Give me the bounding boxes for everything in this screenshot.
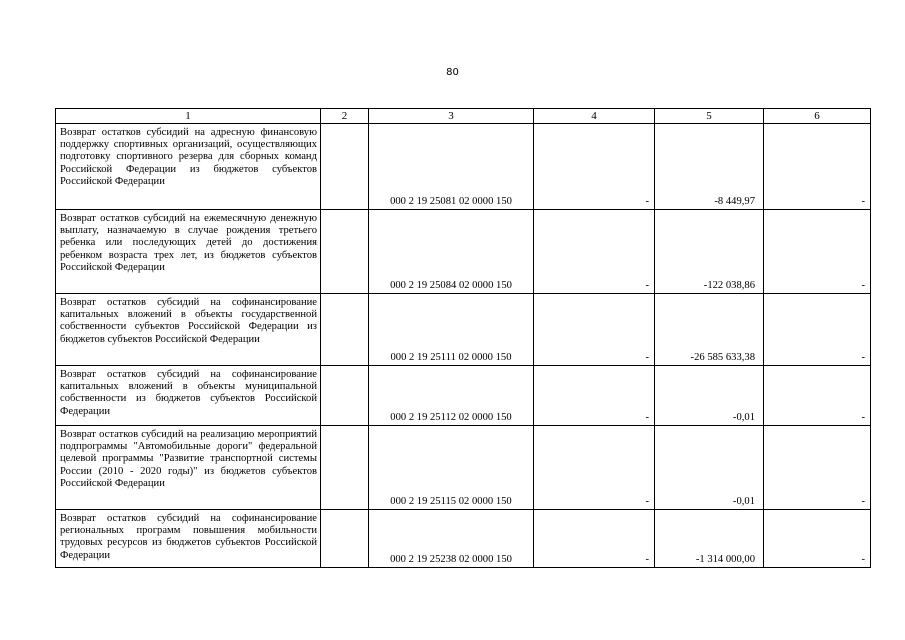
budget-table [55, 108, 871, 568]
table-row [56, 426, 871, 510]
table-row [56, 294, 871, 366]
row-description: Возврат остатков субсидий на реализацию мероприятий подпрограммы "Автомобильные дороги" федеральной целевой программы "Развитие транспортной системы России (2010 - 2020 годы)" из бюджетов субъектов Российской Федерации [56, 426, 321, 510]
row-col2 [321, 210, 369, 294]
column-header-3: 3 [369, 109, 534, 124]
row-amount: -8 449,97 [655, 124, 764, 210]
row-description: Возврат остатков субсидий на ежемесячную денежную выплату, назначаемую в случае рождения третьего ребенка или последующих детей до достижения ребенком возраста трех лет, из бюджетов субъектов Российской Федерации [56, 210, 321, 294]
row-col4: - [534, 366, 655, 426]
row-col2 [321, 510, 369, 568]
column-header-1: 1 [56, 109, 321, 124]
column-header-2: 2 [321, 109, 369, 124]
row-col2 [321, 124, 369, 210]
row-description: Возврат остатков субсидий на софинансирование капитальных вложений в объекты муниципальной собственности из бюджетов субъектов Российской Федерации [56, 366, 321, 426]
row-amount: -0,01 [655, 426, 764, 510]
row-col2 [321, 426, 369, 510]
row-code: 000 2 19 25112 02 0000 150 [369, 366, 534, 426]
table-row [56, 124, 871, 210]
row-code: 000 2 19 25115 02 0000 150 [369, 426, 534, 510]
row-col4: - [534, 426, 655, 510]
row-col2 [321, 294, 369, 366]
column-header-4: 4 [534, 109, 655, 124]
table-row [56, 510, 871, 568]
row-description: Возврат остатков субсидий на адресную финансовую поддержку спортивных организаций, осуществляющих подготовку спортивного резерва для сборных команд Российской Федерации из бюджетов субъектов Российской Федерации [56, 124, 321, 210]
row-code: 000 2 19 25084 02 0000 150 [369, 210, 534, 294]
row-col4: - [534, 210, 655, 294]
row-col6: - [764, 294, 871, 366]
row-amount: -122 038,86 [655, 210, 764, 294]
row-col6: - [764, 210, 871, 294]
row-amount: -0,01 [655, 366, 764, 426]
column-header-5: 5 [655, 109, 764, 124]
row-col2 [321, 366, 369, 426]
row-code: 000 2 19 25111 02 0000 150 [369, 294, 534, 366]
row-code: 000 2 19 25238 02 0000 150 [369, 510, 534, 568]
row-col4: - [534, 294, 655, 366]
row-amount: -26 585 633,38 [655, 294, 764, 366]
row-amount: -1 314 000,00 [655, 510, 764, 568]
row-col4: - [534, 124, 655, 210]
row-code: 000 2 19 25081 02 0000 150 [369, 124, 534, 210]
page-number: 80 [446, 67, 459, 78]
row-col6: - [764, 426, 871, 510]
table-row [56, 366, 871, 426]
column-header-6: 6 [764, 109, 871, 124]
row-col6: - [764, 366, 871, 426]
header-row [56, 109, 871, 124]
row-col6: - [764, 124, 871, 210]
row-col4: - [534, 510, 655, 568]
row-description: Возврат остатков субсидий на софинансирование капитальных вложений в объекты государственной собственности субъектов Российской Федерации из бюджетов субъектов Российской Федерации [56, 294, 321, 366]
table-row [56, 210, 871, 294]
row-col6: - [764, 510, 871, 568]
row-description: Возврат остатков субсидий на софинансирование региональных программ повышения мобильности трудовых ресурсов из бюджетов субъектов Российской Федерации [56, 510, 321, 568]
